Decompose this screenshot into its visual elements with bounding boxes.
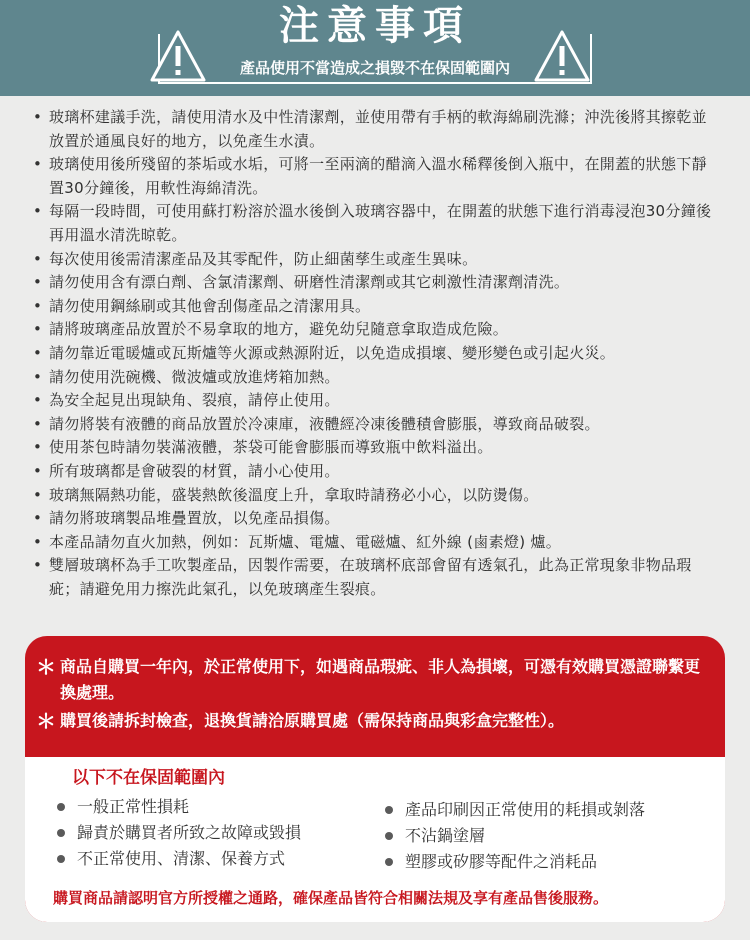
page-title: 注意事項 bbox=[279, 2, 471, 49]
warranty-text-1: 商品自購買一年內，於正常使用下，如遇商品瑕疵、非人為損壞，可憑有效購買憑證聯繫更換處理。 bbox=[60, 657, 701, 702]
warranty-text-2: 購買後請拆封檢查，退換貨請洽原購買處（需保持商品與彩盒完整性）。 bbox=[60, 711, 565, 730]
list-item: • 玻璃杯建議手洗，請使用清水及中性清潔劑，並使用帶有手柄的軟海綿刷洗滌；沖洗後將其擦乾並放置於通風良好的地方，以免產生水漬。 bbox=[32, 106, 720, 153]
list-item bbox=[57, 794, 301, 820]
bullet-icon bbox=[385, 858, 393, 866]
list-item: • 請勿將裝有液體的商品放置於冷凍庫，液體經冷凍後體積會膨脹，導致商品破裂。 bbox=[32, 413, 720, 437]
list-item: • 雙層玻璃杯為手工吹製產品，因製作需要，在玻璃杯底部會留有透氣孔，此為正常現象非物品瑕疵；請避免用力擦洗此氣孔，以免玻璃產生裂痕。 bbox=[32, 554, 720, 601]
exclusion-text: 歸責於購買者所致之故障或毀損 bbox=[77, 823, 302, 842]
exclusions-panel bbox=[25, 757, 725, 922]
list-item: • 使用茶包時請勿裝滿液體，茶袋可能會膨脹而導致瓶中飲料溢出。 bbox=[32, 436, 720, 460]
warranty-line-2 bbox=[36, 708, 705, 734]
list-item: • 所有玻璃都是會破裂的材質，請小心使用。 bbox=[32, 460, 720, 484]
care-notes-list bbox=[32, 106, 720, 601]
exclusion-text: 不沾鍋塗層 bbox=[405, 826, 486, 845]
exclusions-title: 以下不在保固範圍內 bbox=[72, 768, 225, 788]
bullet-icon bbox=[57, 855, 65, 863]
list-item bbox=[385, 797, 645, 823]
warranty-line-1 bbox=[36, 654, 705, 706]
list-item: • 為安全起見出現缺角、裂痕，請停止使用。 bbox=[32, 389, 720, 413]
asterisk-icon: ＊ bbox=[36, 655, 56, 679]
list-item bbox=[385, 823, 645, 849]
asterisk-icon: ＊ bbox=[36, 709, 56, 733]
list-item: • 玻璃使用後所殘留的茶垢或水垢，可將一至兩滴的醋滴入溫水稀釋後倒入瓶中，在開蓋的狀態下靜置30分鐘後，用軟性海綿清洗。 bbox=[32, 153, 720, 200]
exclusion-text: 產品印刷因正常使用的耗損或剝落 bbox=[405, 800, 646, 819]
exclusion-text: 一般正常性損耗 bbox=[77, 797, 190, 816]
header-banner bbox=[0, 0, 750, 96]
list-item: • 請勿使用洗碗機、微波爐或放進烤箱加熱。 bbox=[32, 366, 720, 390]
list-item: • 請勿使用含有漂白劑、含氯清潔劑、研磨性清潔劑或其它刺激性清潔劑清洗。 bbox=[32, 271, 720, 295]
list-item: • 每次使用後需清潔產品及其零配件，防止細菌孳生或產生異味。 bbox=[32, 248, 720, 272]
list-item: • 請勿使用鋼絲刷或其他會刮傷產品之清潔用具。 bbox=[32, 295, 720, 319]
page-subtitle: 產品使用不當造成之損毀不在保固範圍內 bbox=[239, 59, 510, 77]
list-item bbox=[385, 849, 645, 875]
exclusions-left-list bbox=[57, 794, 301, 872]
list-item: • 請將玻璃產品放置於不易拿取的地方，避免幼兒隨意拿取造成危險。 bbox=[32, 318, 720, 342]
bullet-icon bbox=[57, 803, 65, 811]
list-item bbox=[57, 820, 301, 846]
exclusion-text: 塑膠或矽膠等配件之消耗品 bbox=[405, 852, 598, 871]
list-item: • 請勿靠近電暖爐或瓦斯爐等火源或熱源附近，以免造成損壞、變形變色或引起火災。 bbox=[32, 342, 720, 366]
authorized-channel-note: 購買商品請認明官方所授權之通路，確保產品皆符合相關法規及享有產品售後服務。 bbox=[53, 889, 609, 907]
list-item: • 本產品請勿直火加熱，例如：瓦斯爐、電爐、電磁爐、紅外線 (鹵素燈) 爐。 bbox=[32, 531, 720, 555]
exclusion-text: 不正常使用、清潔、保養方式 bbox=[77, 849, 286, 868]
list-item bbox=[57, 846, 301, 872]
list-item: • 玻璃無隔熱功能，盛裝熱飲後溫度上升，拿取時請務必小心，以防燙傷。 bbox=[32, 484, 720, 508]
bullet-icon bbox=[385, 806, 393, 814]
bullet-icon bbox=[57, 829, 65, 837]
list-item: • 每隔一段時間，可使用蘇打粉溶於溫水後倒入玻璃容器中，在開蓋的狀態下進行消毒浸泡30分鐘後再用溫水清洗晾乾。 bbox=[32, 200, 720, 247]
list-item: • 請勿將玻璃製品堆疊置放，以免產品損傷。 bbox=[32, 507, 720, 531]
exclusions-right-list bbox=[385, 797, 645, 875]
bullet-icon bbox=[385, 832, 393, 840]
warranty-card bbox=[25, 636, 725, 922]
